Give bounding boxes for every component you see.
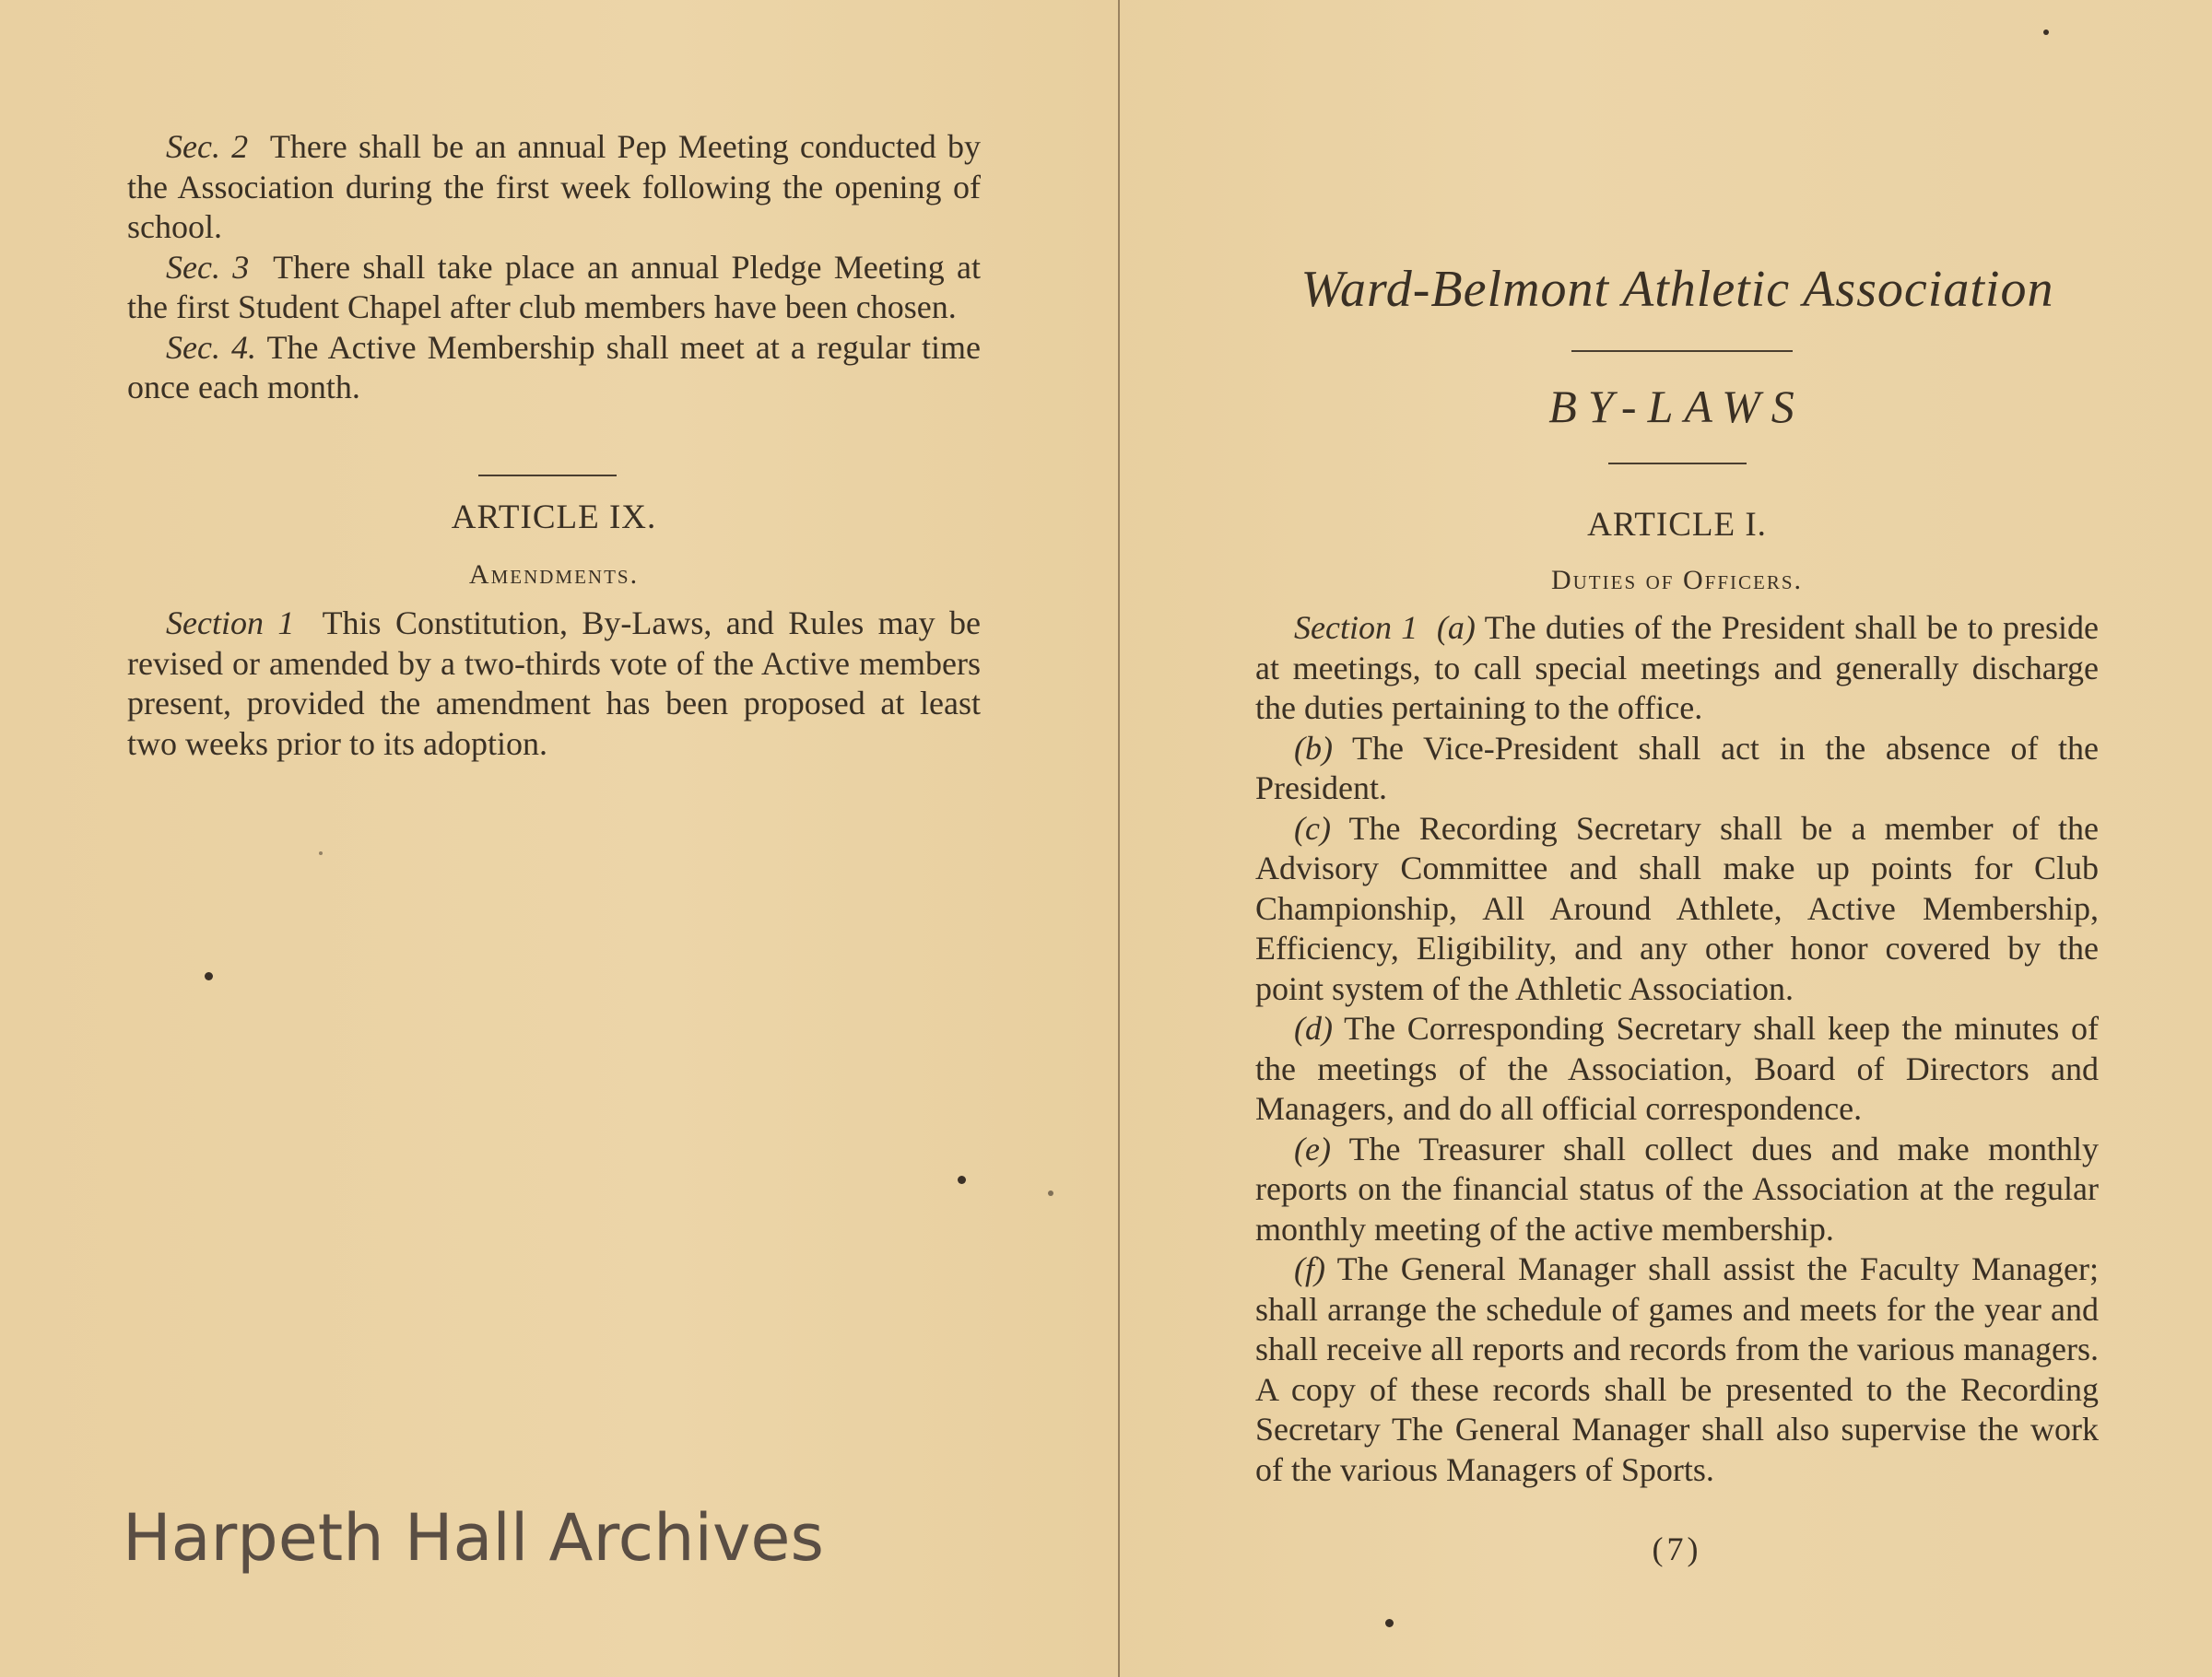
duty-text: The Recording Secretary shall be a member of the Advisory Committee and shall make up points for Club Championship, All Around Athlete, Active Membership, Efficiency, Eligibility, and any other honor covered by the point system of the Athletic Association. <box>1255 809 2099 1007</box>
divider-rule <box>478 475 617 476</box>
section-paragraph <box>127 328 981 408</box>
duty-paragraph <box>1255 729 2099 809</box>
section-paragraph <box>127 248 981 328</box>
article-heading: ARTICLE I. <box>1587 506 1767 544</box>
duty-text: The General Manager shall assist the Faculty Manager; shall arrange the schedule of games and meets for the year and shall receive all reports and records from the various managers. A copy of these records shall be presented to the Recording Secretary The General Manager shall also supervise the work of the various Managers of Sports. <box>1255 1250 2099 1488</box>
bylaws-title: BY-LAWS <box>1548 381 1806 432</box>
duty-marker: (c) <box>1294 809 1331 847</box>
divider-rule <box>1608 463 1747 464</box>
paper-speck <box>205 972 213 980</box>
duty-paragraph <box>1255 608 2099 729</box>
paper-speck <box>1385 1619 1394 1627</box>
bylaw-sections <box>127 127 981 408</box>
duty-text: The duties of the President shall be to preside at meetings, to call special meetings and generally discharge the duties pertaining to the office. <box>1255 609 2099 726</box>
duty-text: The Corresponding Secretary shall keep the minutes of the meetings of the Association, Board of Directors and Managers, and do all official correspondence. <box>1255 1010 2099 1127</box>
section-paragraph <box>127 127 981 248</box>
paper-speck <box>958 1176 966 1184</box>
duty-paragraph <box>1255 1130 2099 1250</box>
duty-paragraph <box>1255 1249 2099 1490</box>
page-number: (7) <box>1652 1530 1702 1567</box>
section-label: Section 1 <box>1294 609 1418 646</box>
section-text: The Active Membership shall meet at a regular time once each month. <box>127 328 981 405</box>
duty-marker: (e) <box>1294 1130 1331 1167</box>
duty-paragraph <box>1255 1009 2099 1130</box>
section-text: This Constitution, By-Laws, and Rules may be revised or amended by a two-thirds vote of the Active members present, provided the amendment has been proposed at least two weeks prior to its adoption. <box>127 604 981 762</box>
paper-speck <box>319 851 323 855</box>
duty-marker: (f) <box>1294 1250 1325 1287</box>
article-subheading: Duties of Officers. <box>1550 565 1804 595</box>
duty-text: The Vice-President shall act in the absence of the President. <box>1255 729 2099 806</box>
duty-marker: (d) <box>1294 1010 1333 1047</box>
duty-marker: (b) <box>1294 729 1333 767</box>
section-label: Section 1 <box>166 604 295 641</box>
duties-section <box>1255 608 2099 1490</box>
duty-paragraph <box>1255 809 2099 1010</box>
paper-speck <box>1048 1190 1053 1196</box>
section-label: Sec. 4. <box>166 328 257 366</box>
section-label: Sec. 2 <box>166 128 249 165</box>
amendment-section <box>127 604 981 764</box>
section-paragraph <box>127 604 981 764</box>
duty-text: The Treasurer shall collect dues and make monthly reports on the financial status of the Association at the regular monthly meeting of the active membership. <box>1255 1130 2099 1248</box>
section-label: Sec. 3 <box>166 248 250 286</box>
page-fold <box>1118 0 1120 1677</box>
section-text: There shall be an annual Pep Meeting conducted by the Association during the first week following the opening of school. <box>127 128 981 245</box>
paper-speck <box>2043 29 2049 35</box>
duty-marker: (a) <box>1436 609 1476 646</box>
article-subheading: Amendments. <box>468 559 640 590</box>
association-title: Ward-Belmont Athletic Association <box>1300 261 2054 318</box>
archive-watermark: Harpeth Hall Archives <box>123 1500 824 1576</box>
section-text: There shall take place an annual Pledge Meeting at the first Student Chapel after club members have been chosen. <box>127 248 981 325</box>
divider-rule <box>1571 350 1793 352</box>
article-heading: ARTICLE IX. <box>451 498 657 536</box>
